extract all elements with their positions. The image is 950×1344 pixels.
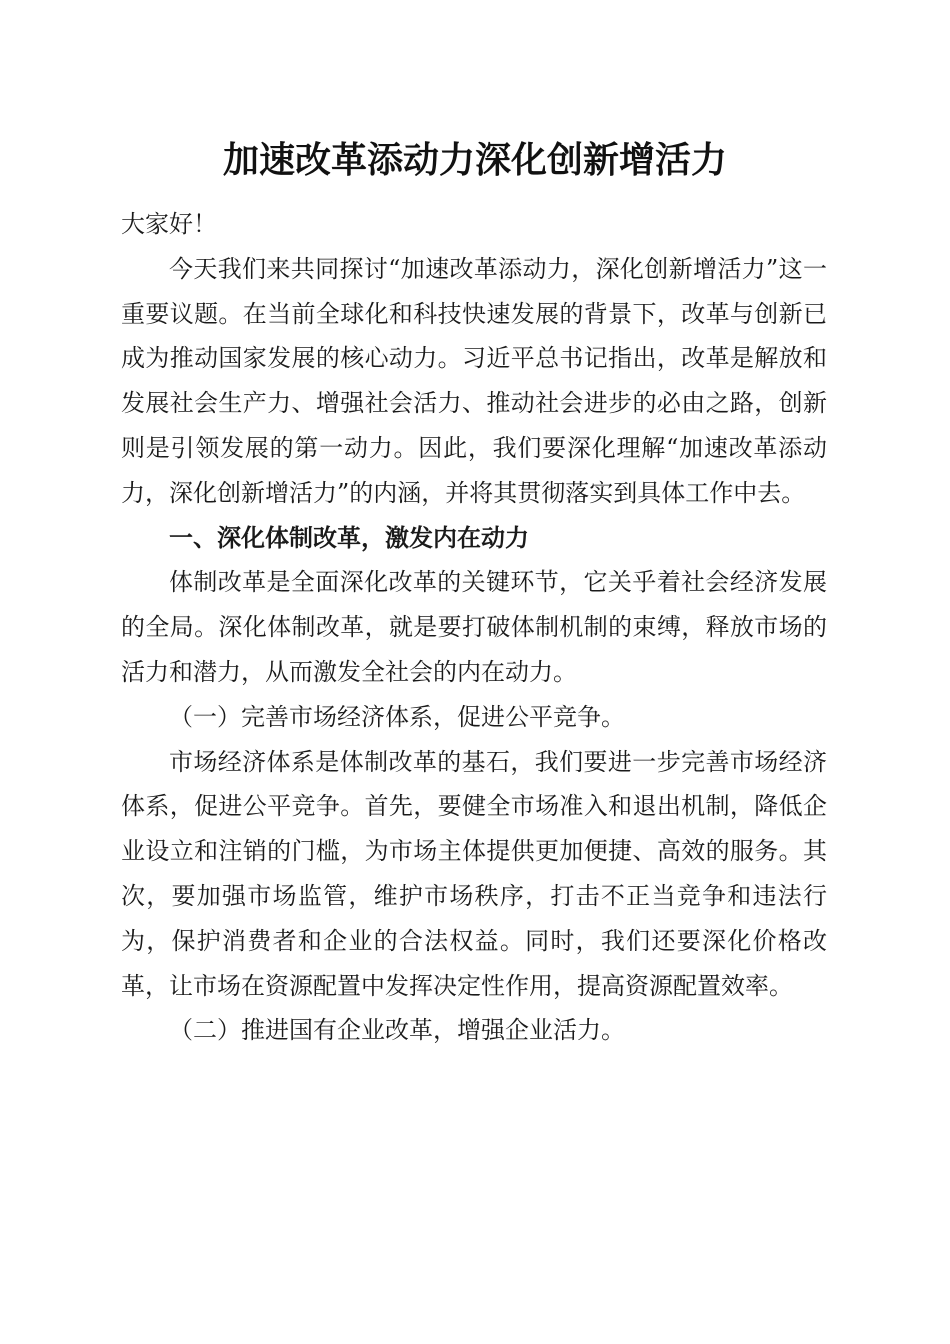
document-title: 加速改革添动力深化创新增活力 <box>222 139 727 181</box>
greeting: 大家好！ <box>121 210 217 238</box>
intro-paragraph: 今天我们来共同探讨“加速改革添动力，深化创新增活力”这一重要议题。在当前全球化和科技快速发展的背景下，改革与创新已成为推动国家发展的核心动力。习近平总书记指出，改革是解放和发展社会生产力、增强社会活力、推动社会进步的必由之路，创新则是引领发展的第一动力。因此，我们要深化理解“加速改革添动力，深化创新增活力”的内涵，并将其贯彻落实到具体工作中去。 <box>121 254 827 507</box>
subsection-1-heading: （一）完善市场经济体系，促进公平竞争。 <box>169 702 625 731</box>
document-body <box>121 202 827 1053</box>
section-1-heading: 一、深化体制改革，激发内在动力 <box>169 523 529 552</box>
section-1-body: 体制改革是全面深化改革的关键环节，它关乎着社会经济发展的全局。深化体制改革，就是要打破体制机制的束缚，释放市场的活力和潜力，从而激发全社会的内在动力。 <box>121 568 827 686</box>
subsection-2-heading: （二）推进国有企业改革，增强企业活力。 <box>169 1016 625 1045</box>
subsection-1-body: 市场经济体系是体制改革的基石，我们要进一步完善市场经济体系，促进公平竞争。首先，要健全市场准入和退出机制，降低企业设立和注销的门槛，为市场主体提供更加便捷、高效的服务。其次，要加强市场监管，维护市场秩序，打击不正当竞争和违法行为，保护消费者和企业的合法权益。同时，我们还要深化价格改革，让市场在资源配置中发挥决定性作用，提高资源配置效率。 <box>121 747 827 1000</box>
